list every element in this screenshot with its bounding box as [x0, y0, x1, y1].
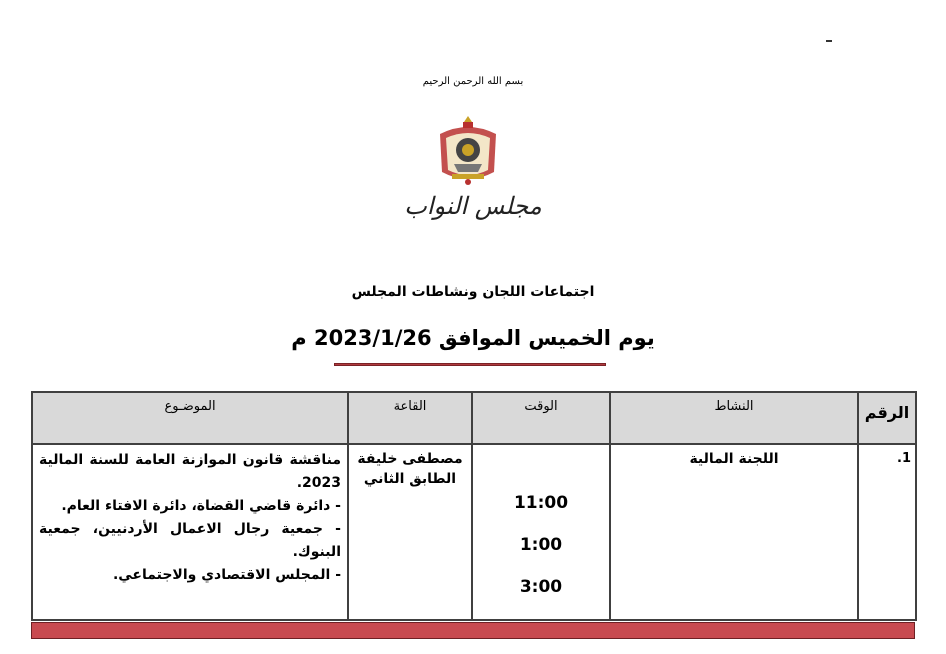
date-title: يوم الخميس الموافق 2023/1/26 م — [291, 326, 655, 350]
page-subtitle: اجتماعات اللجان ونشاطات المجلس — [351, 284, 595, 300]
parliament-logo-text: مجلس النواب — [404, 192, 542, 220]
coat-of-arms-icon — [432, 112, 504, 188]
header-topic: الموضـوع — [32, 392, 348, 444]
topic-item-3: - المجلس الاقتصادي والاجتماعي. — [112, 567, 341, 583]
table-row — [32, 444, 916, 620]
header-time: الوقت — [472, 392, 610, 444]
hall-floor: الطابق الثاني — [363, 471, 457, 487]
basmala: بسم الله الرحمن الرحيم — [422, 76, 524, 87]
row-activity: اللجنة المالية — [610, 444, 858, 620]
time-slot-3: 3:00 — [519, 577, 563, 597]
footer-bar — [31, 622, 915, 639]
row-hall — [348, 444, 472, 620]
table-header-row — [32, 392, 916, 444]
topic-intro: مناقشة قانون الموازنة العامة للسنة المالية 2023. — [39, 452, 341, 491]
date-underline — [334, 363, 606, 366]
topic-item-1: - دائرة قاضي القضاة، دائرة الافتاء العام. — [61, 498, 341, 514]
header-number: الرقم — [858, 392, 916, 444]
topic-item-2: - جمعية رجال الاعمال الأردنيين، جمعية البنوك. — [39, 521, 341, 560]
row-times — [472, 444, 610, 620]
time-slot-2: 1:00 — [519, 535, 563, 555]
agenda-table — [31, 391, 917, 621]
page-mark — [826, 40, 832, 42]
row-number: 1. — [858, 444, 916, 620]
hall-name: مصطفى خليفة — [357, 451, 463, 467]
header-hall: القاعة — [348, 392, 472, 444]
header-activity: النشاط — [610, 392, 858, 444]
row-topic — [32, 444, 348, 620]
time-slot-1: 11:00 — [513, 493, 569, 513]
